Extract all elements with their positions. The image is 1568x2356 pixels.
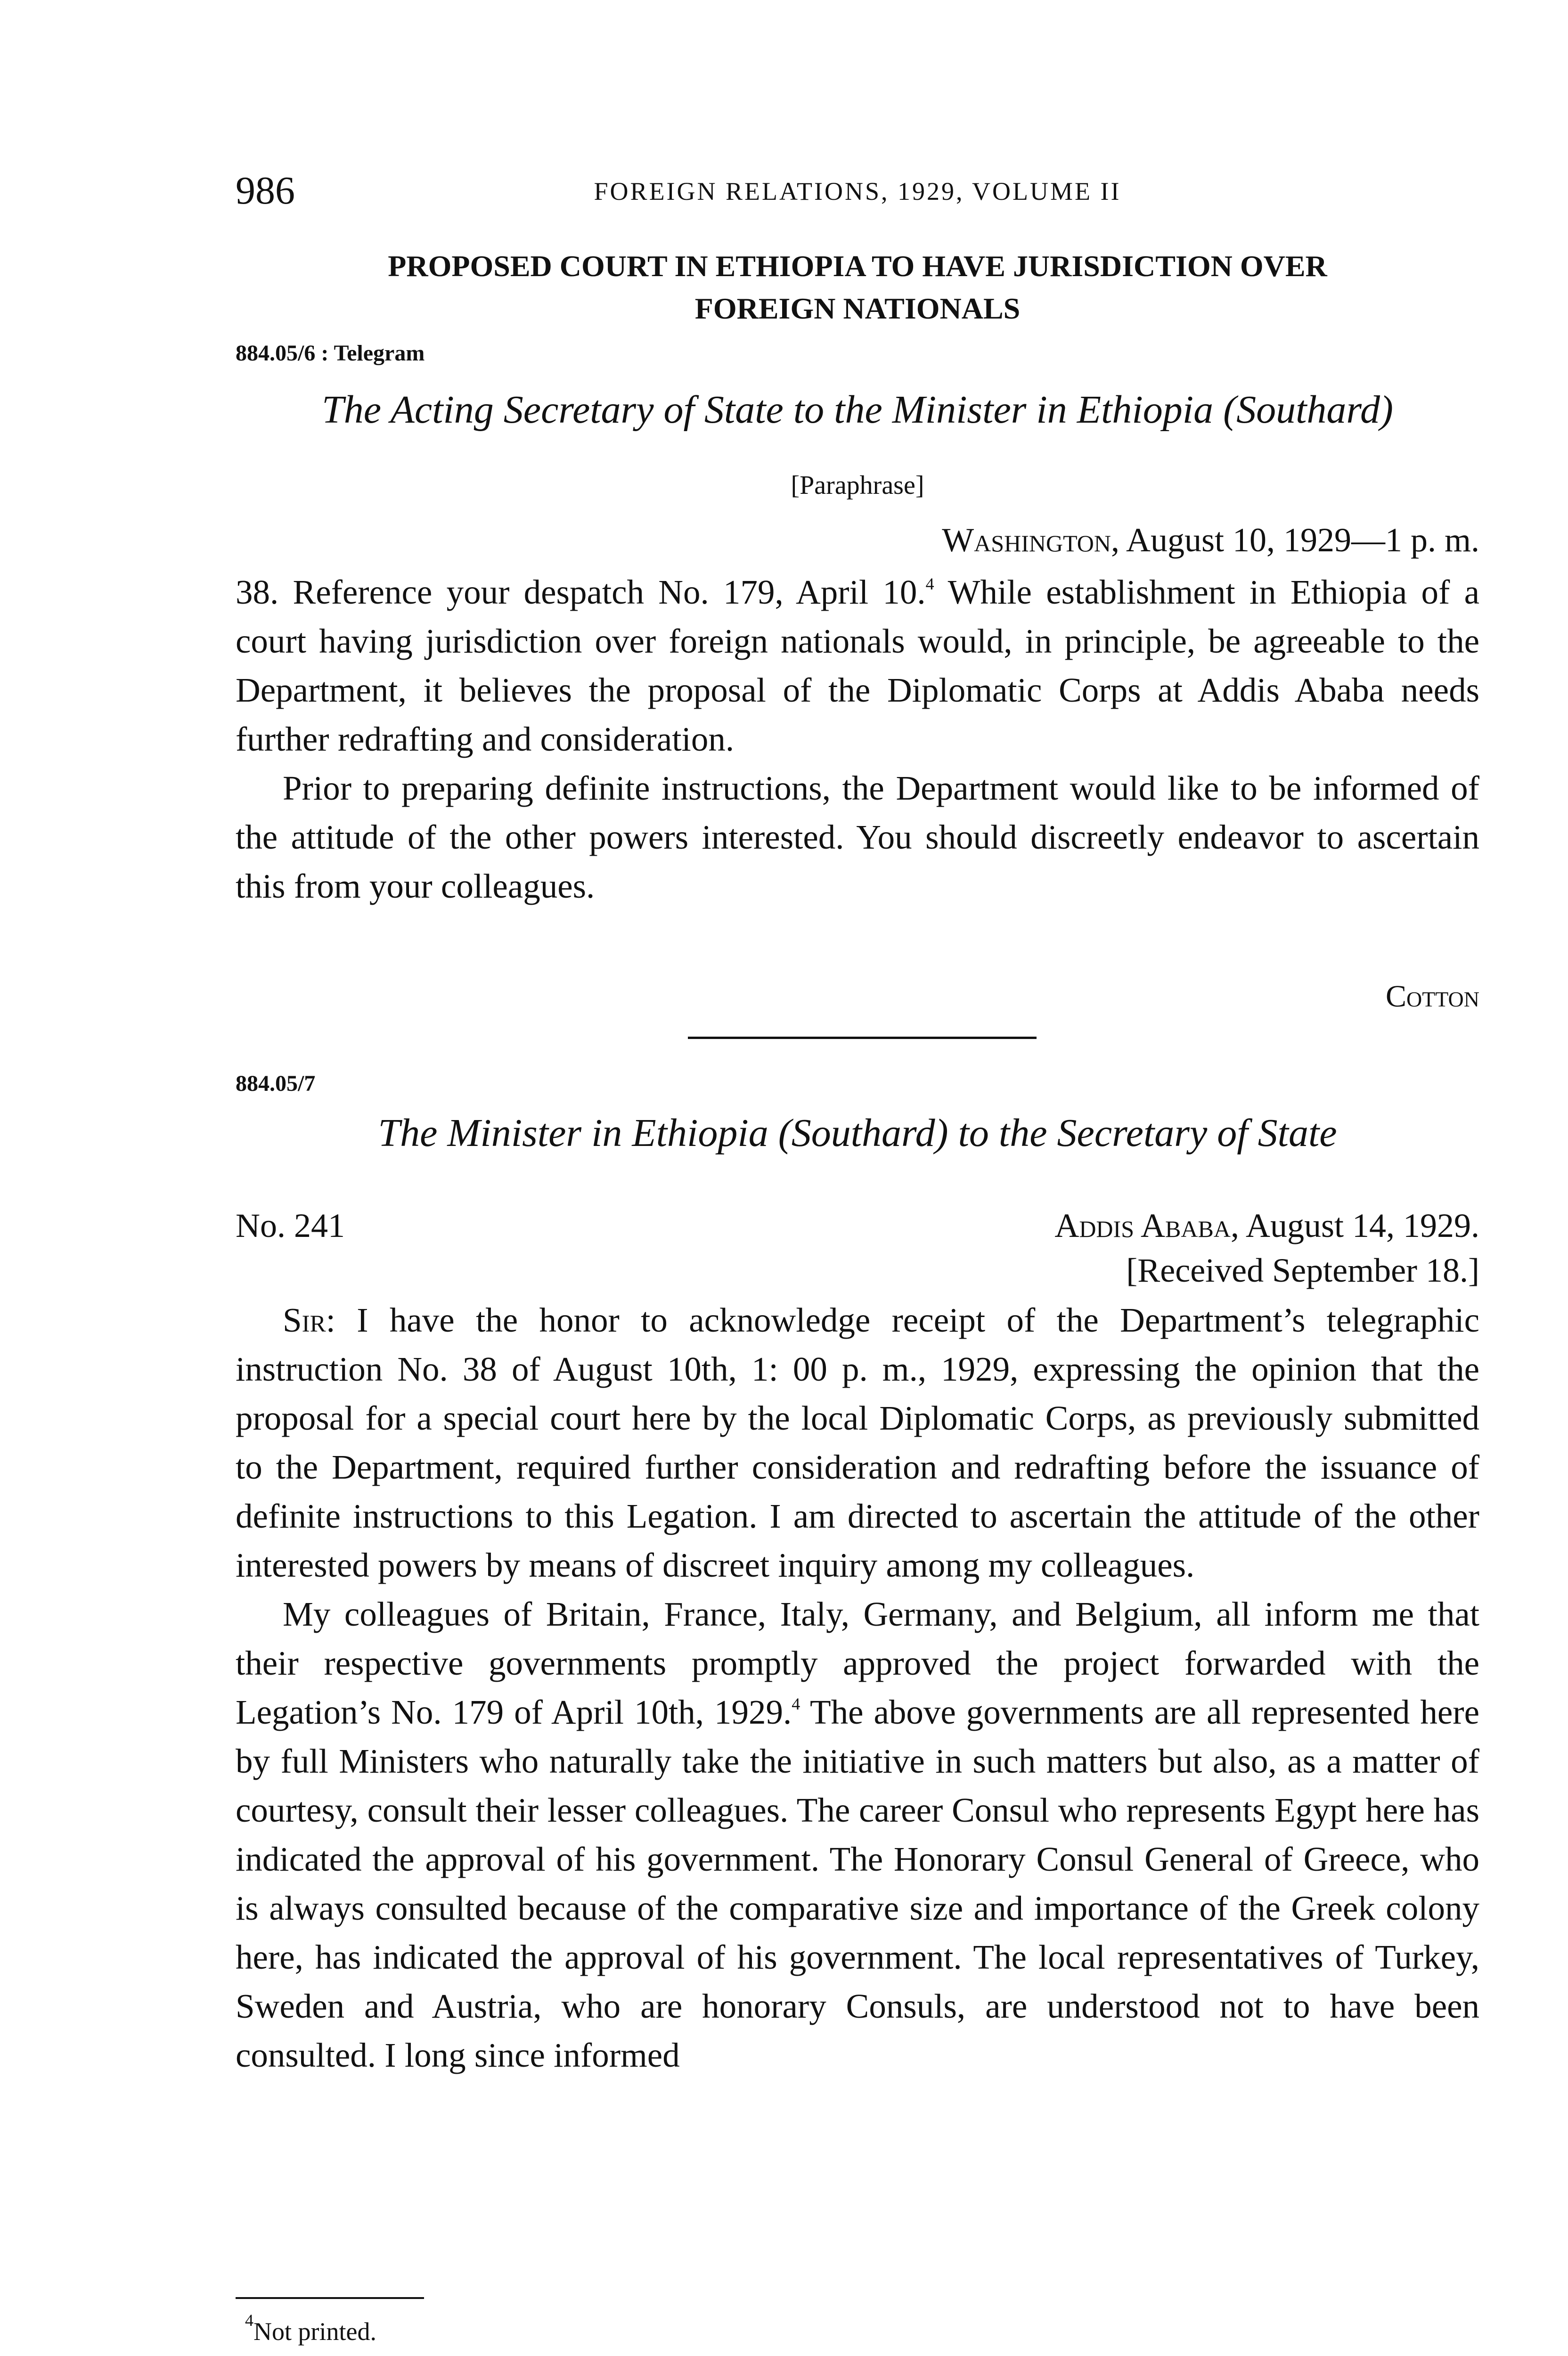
- doc2-paragraph-1-text: : I have the honor to acknowledge receipt of the Department’s telegraphic instruction No. 38 of August 10th, 1: 00 p. m., 1929, expressing the opinion that the proposal for a special court here by the local Diplomatic Corps, as previously submitted to the Department, required further consideration and redrafting before the issuance of definite instructions to this Legation. I am directed to ascertain the attitude of the other interested powers by means of discreet inquiry among my colleagues.: [236, 1301, 1479, 1584]
- doc1-file-number: 884.05/6 : Telegram: [236, 341, 425, 366]
- doc1-dateline-place: Washington: [942, 521, 1111, 559]
- doc1-heading: The Acting Secretary of State to the Minister in Ethiopia (Southard): [322, 388, 1393, 432]
- page-number: 986: [236, 169, 295, 213]
- section-title: [236, 245, 1479, 330]
- page-header: [236, 170, 1479, 212]
- doc1-body: [236, 568, 1479, 911]
- footnote-rule: [236, 2297, 424, 2299]
- doc2-body: [236, 1296, 1479, 2080]
- doc2-paragraph-2-text-a: My colleagues of Britain, France, Italy, Germany, and Belgium, all inform me that their respective governments promptly approved the project forwarded with the Legation’s No. 179 of April 10th, 1929.: [236, 1595, 1479, 1731]
- doc2-dateline-place: Addis Ababa: [1054, 1207, 1231, 1244]
- doc2-number: No. 241: [236, 1207, 345, 1244]
- doc1-signature: [1386, 975, 1479, 1018]
- doc2-paragraph-2-text-b: The above governments are all represented here by full Ministers who naturally take the initiative in such matters but also, as a matter of courtesy, consult their lesser colleagues. The career Consul who represents Egypt here has indicated the approval of his government. The Honorary Consul General of Greece, who is always consulted because of the comparative size and importance of the Greek colony here, has indicated the approval of his government. The local representatives of Turkey, Sweden and Austria, who are honorary Consuls, are understood not to have been consulted. I long since informed: [236, 1693, 1479, 2074]
- doc2-paragraph-1: [236, 1296, 1479, 1590]
- doc1-paragraph-2: Prior to preparing definite instructions, the Department would like to be informed of the attitude of the other powers interested. You should discreetly endeavor to ascertain this from your colleagues.: [236, 769, 1479, 905]
- doc2-dateline-date: , August 14, 1929.: [1230, 1207, 1479, 1244]
- doc1-dateline: [942, 518, 1479, 562]
- doc2-dateline: [1054, 1204, 1479, 1247]
- doc2-file-number: 884.05/7: [236, 1071, 316, 1096]
- doc2-heading: The Minister in Ethiopia (Southard) to the Secretary of State: [378, 1111, 1337, 1155]
- footnote: [245, 2311, 376, 2349]
- section-divider: [688, 1037, 1037, 1039]
- salutation: Sir: [283, 1301, 326, 1339]
- paraphrase-note: [Paraphrase]: [791, 471, 924, 500]
- doc2-received-date: [Received September 18.]: [1126, 1252, 1479, 1289]
- doc1-paragraph-1-text-b: While establishment in Ethiopia of a court having jurisdiction over foreign nationals would, in principle, be agreeable to the Department, it believes the proposal of the Diplomatic Corps at Addis Ababa needs further redrafting and consideration.: [236, 573, 1479, 758]
- running-head: FOREIGN RELATIONS, 1929, VOLUME II: [594, 177, 1121, 205]
- footnote-ref: 4: [925, 574, 934, 593]
- doc1-paragraph-1-text-a: 38. Reference your despatch No. 179, April 10.: [236, 573, 926, 611]
- footnote-marker: 4: [245, 2311, 253, 2330]
- signature-name: Cotton: [1385, 979, 1479, 1014]
- doc1-paragraph-1: [236, 568, 1479, 764]
- doc1-dateline-date: , August 10, 1929—1 p. m.: [1111, 521, 1479, 559]
- footnote-ref: 4: [792, 1694, 800, 1713]
- footnote-text: Not printed.: [253, 2317, 376, 2346]
- doc2-paragraph-2: [236, 1590, 1479, 2080]
- section-title-line-2: FOREIGN NATIONALS: [694, 292, 1021, 325]
- section-title-line-1: PROPOSED COURT IN ETHIOPIA TO HAVE JURISDICTION OVER: [388, 249, 1327, 283]
